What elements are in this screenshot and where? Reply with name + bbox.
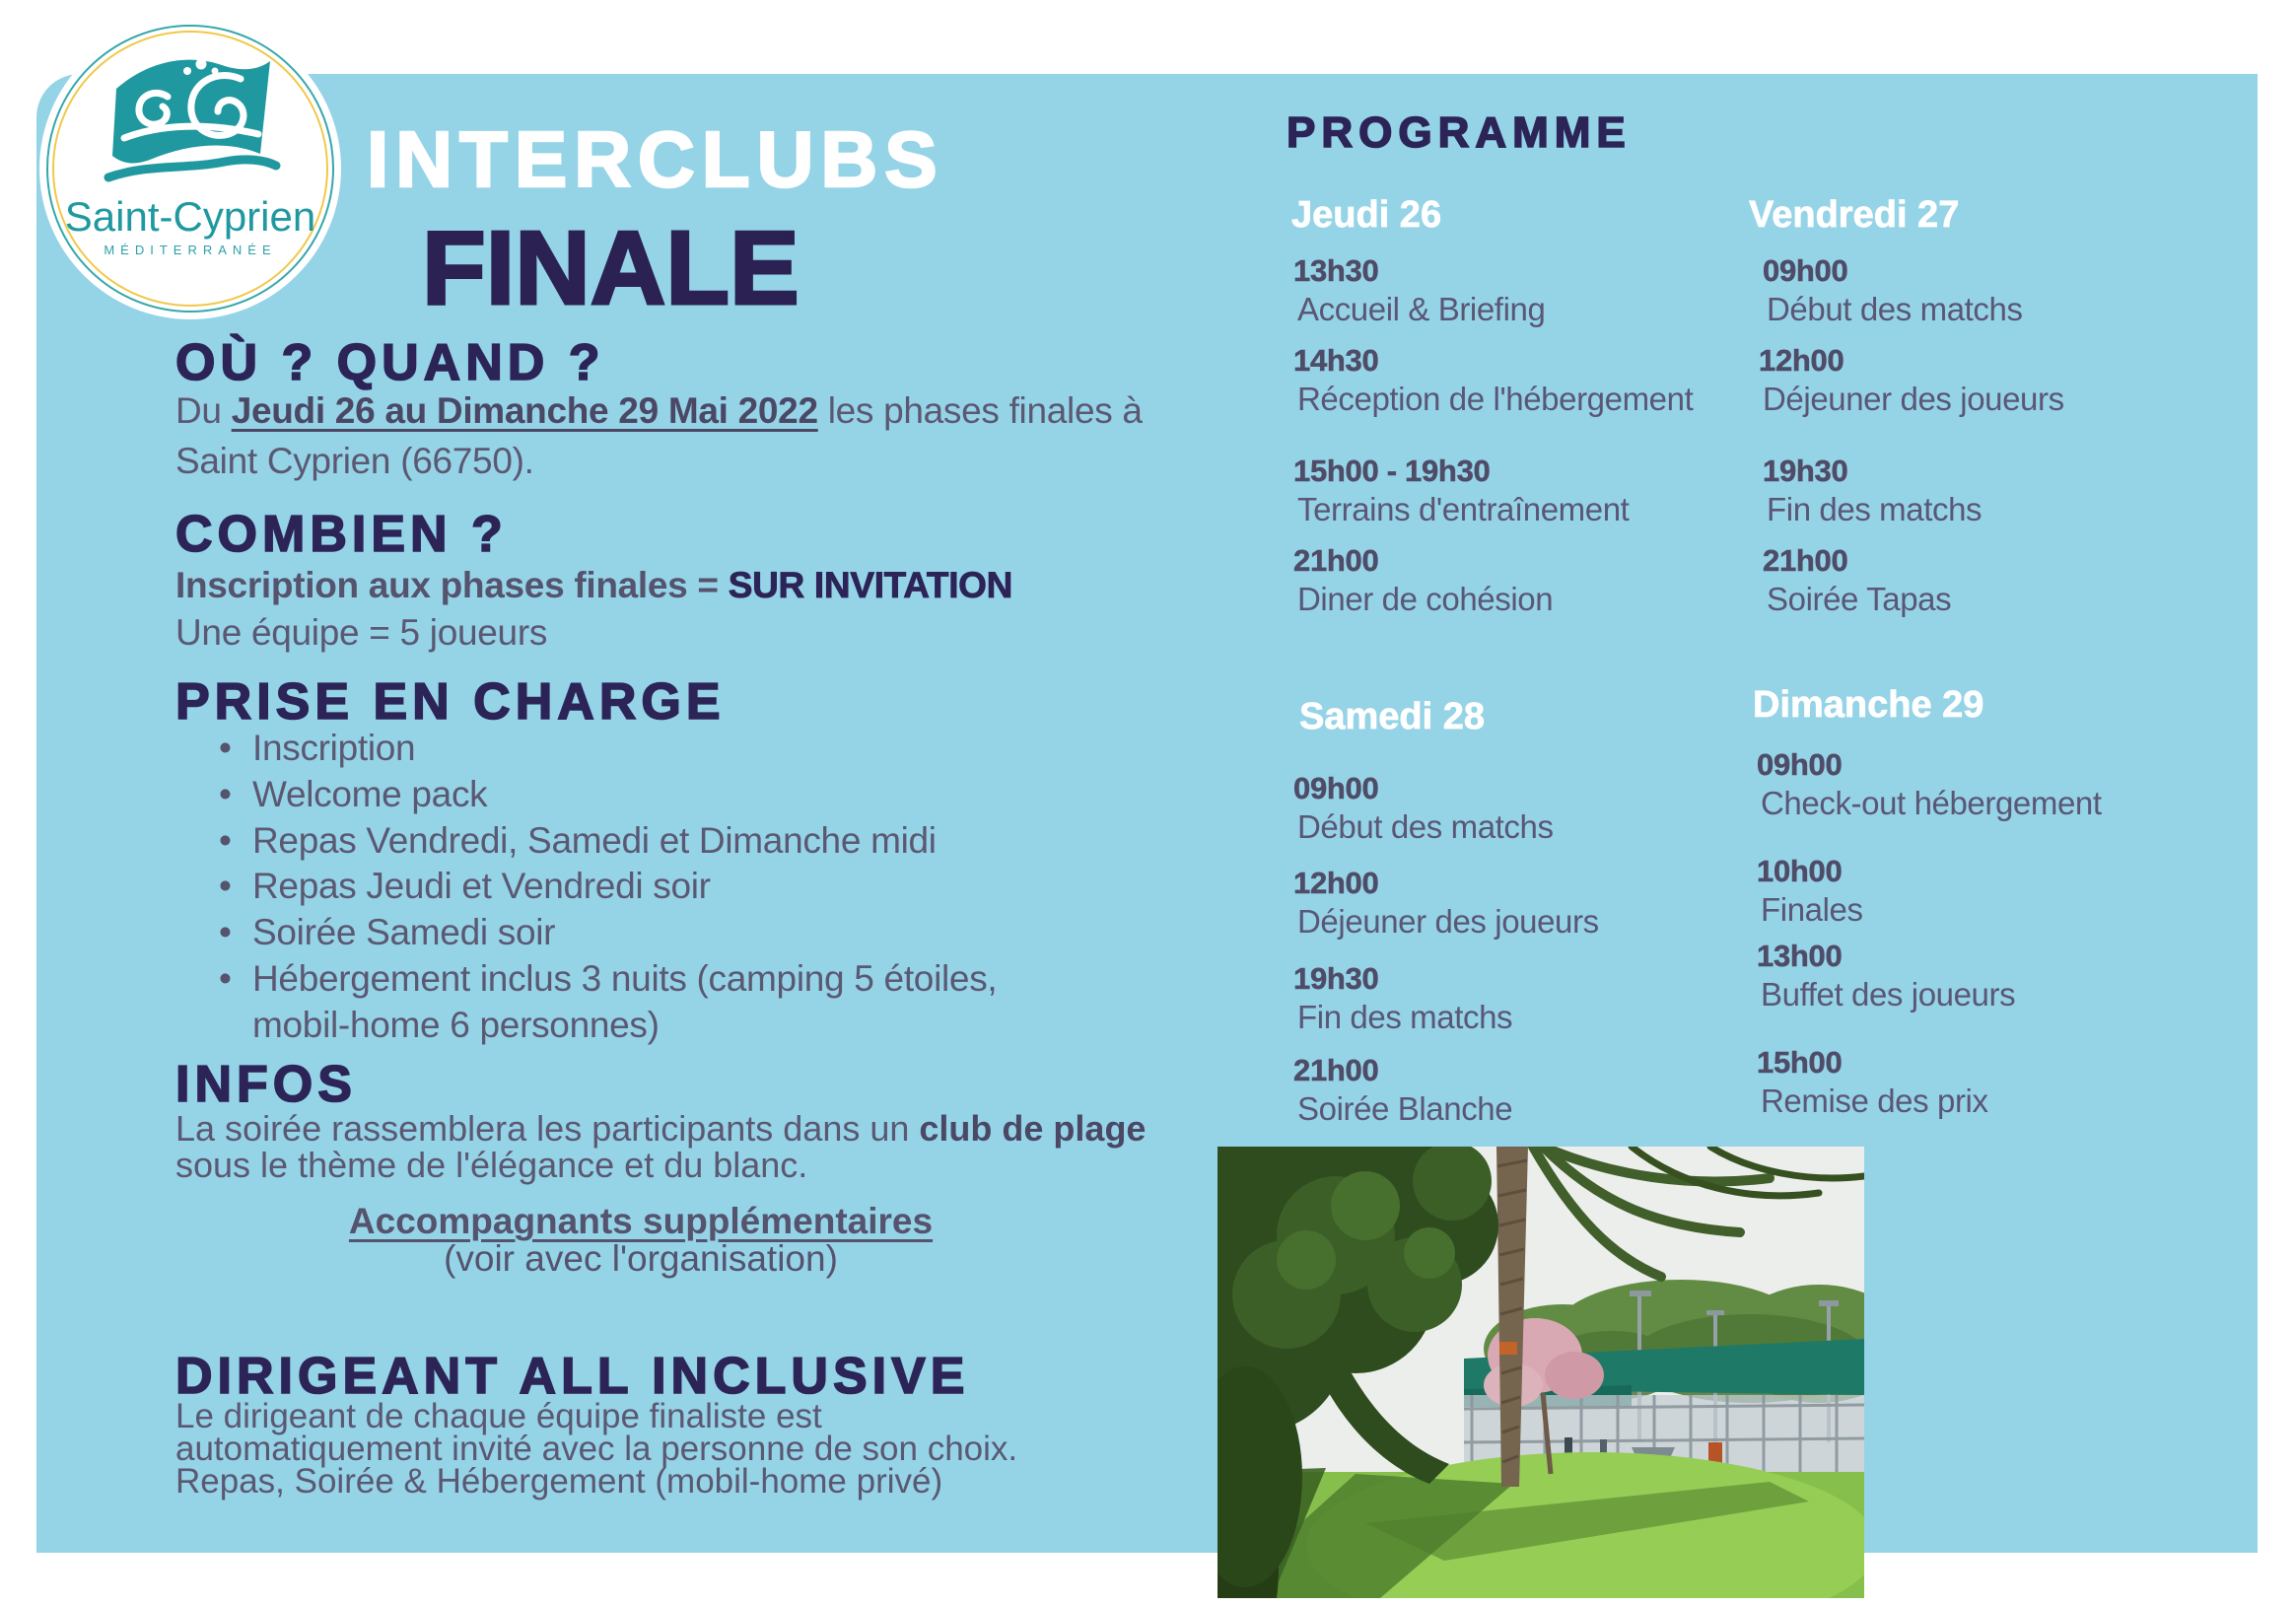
schedule-label: Soirée Tapas — [1767, 581, 1952, 617]
heading-infos: INFOS — [175, 1056, 357, 1113]
list-item: • Inscription — [219, 726, 1031, 772]
schedule-label: Déjeuner des joueurs — [1297, 903, 1599, 940]
heading-dirigeant: DIRIGEANT ALL INCLUSIVE — [175, 1348, 970, 1405]
schedule-time: 21h00 — [1293, 543, 1379, 578]
schedule-label: Début des matchs — [1767, 291, 2023, 327]
infos-line1 — [175, 1110, 1146, 1147]
heading-programme: PROGRAMME — [1287, 108, 1632, 157]
schedule-label: Début des matchs — [1297, 808, 1554, 845]
ou-quand-suffix: les phases finales à — [817, 390, 1143, 431]
dirigeant-paragraph — [175, 1397, 1018, 1501]
schedule-time: 19h30 — [1293, 961, 1379, 996]
schedule-time: 13h00 — [1757, 939, 1843, 973]
schedule-label: Diner de cohésion — [1297, 581, 1554, 617]
infos-prefix: La soirée rassemblera les participants dans un — [175, 1108, 920, 1149]
schedule-label: Réception de l'hébergement — [1297, 381, 1694, 417]
club-logo — [39, 18, 341, 319]
combien-line1 — [175, 565, 1012, 606]
schedule-time: 21h00 — [1293, 1053, 1379, 1087]
infos-line2: sous le thème de l'élégance et du blanc. — [175, 1145, 808, 1185]
logo-subtitle: MÉDITERRANÉE — [104, 243, 277, 257]
ou-quand-line1 — [175, 390, 1143, 432]
schedule-label: Fin des matchs — [1767, 491, 1983, 527]
schedule-label: Soirée Blanche — [1297, 1090, 1513, 1127]
heading-prise-en-charge: PRISE EN CHARGE — [175, 673, 726, 731]
schedule-time: 19h30 — [1763, 454, 1848, 488]
dirigeant-line1: Le dirigeant de chaque équipe finaliste est — [175, 1397, 822, 1435]
heading-combien: COMBIEN ? — [175, 506, 508, 563]
schedule-label: Fin des matchs — [1297, 999, 1513, 1035]
schedule-time: 09h00 — [1293, 771, 1379, 805]
schedule-time: 09h00 — [1763, 253, 1848, 288]
schedule-time: 09h00 — [1757, 747, 1843, 782]
prise-en-charge-list — [219, 726, 1031, 1049]
infos-paragraph — [175, 1110, 1146, 1183]
schedule-label: Check-out hébergement — [1761, 785, 2102, 821]
day-heading-samedi: Samedi 28 — [1299, 696, 1485, 737]
venue-photo-illustration — [1218, 1147, 1864, 1598]
combien-normal: Inscription aux phases finales = — [175, 565, 729, 605]
heading-ou-quand: OÙ ? QUAND ? — [175, 334, 605, 391]
dirigeant-line2: automatiquement invité avec la personne de son choix. — [175, 1430, 1018, 1468]
schedule-label: Buffet des joueurs — [1761, 976, 2016, 1012]
logo-name: Saint-Cyprien — [64, 193, 316, 240]
day-heading-jeudi: Jeudi 26 — [1291, 194, 1442, 236]
schedule-label: Remise des prix — [1761, 1082, 1988, 1119]
title-interclubs: INTERCLUBS — [367, 115, 944, 203]
schedule-label: Terrains d'entraînement — [1297, 491, 1630, 527]
schedule-time: 15h00 - 19h30 — [1293, 454, 1491, 488]
schedule-time: 12h00 — [1759, 343, 1844, 378]
schedule-label: Finales — [1761, 891, 1863, 928]
schedule-time: 15h00 — [1757, 1045, 1843, 1080]
title-finale: FINALE — [422, 210, 800, 326]
day-heading-dimanche: Dimanche 29 — [1753, 684, 1984, 726]
ou-quand-dates: Jeudi 26 au Dimanche 29 Mai 2022 — [231, 390, 818, 431]
list-item: • Soirée Samedi soir — [219, 910, 1031, 956]
combien-bold: SUR INVITATION — [728, 565, 1013, 605]
day-heading-vendredi: Vendredi 27 — [1749, 194, 1960, 236]
dirigeant-line3: Repas, Soirée & Hébergement (mobil-home privé) — [175, 1462, 943, 1501]
schedule-time: 12h00 — [1293, 866, 1379, 900]
list-item: • Repas Vendredi, Samedi et Dimanche midi — [219, 818, 1031, 865]
logo-flag-icon — [39, 18, 341, 319]
list-item: • Hébergement inclus 3 nuits (camping 5 étoiles, mobil-home 6 personnes) — [219, 956, 1031, 1049]
ou-quand-line2: Saint Cyprien (66750). — [175, 441, 534, 481]
schedule-time: 10h00 — [1757, 854, 1843, 888]
accompagnants-sub: (voir avec l'organisation) — [444, 1238, 838, 1279]
schedule-time: 14h30 — [1293, 343, 1379, 378]
ou-quand-prefix: Du — [175, 390, 232, 431]
infos-bold: club de plage — [919, 1108, 1147, 1149]
accompagnants-block — [168, 1203, 1114, 1278]
list-item: • Repas Jeudi et Vendredi soir — [219, 864, 1031, 910]
schedule-time: 13h30 — [1293, 253, 1379, 288]
schedule-label: Accueil & Briefing — [1297, 291, 1546, 327]
combien-line2: Une équipe = 5 joueurs — [175, 612, 548, 653]
schedule-label: Déjeuner des joueurs — [1763, 381, 2064, 417]
schedule-time: 21h00 — [1763, 543, 1848, 578]
accompagnants-link: Accompagnants supplémentaires — [348, 1201, 934, 1241]
list-item: • Welcome pack — [219, 772, 1031, 818]
venue-photo — [1218, 1147, 1864, 1598]
